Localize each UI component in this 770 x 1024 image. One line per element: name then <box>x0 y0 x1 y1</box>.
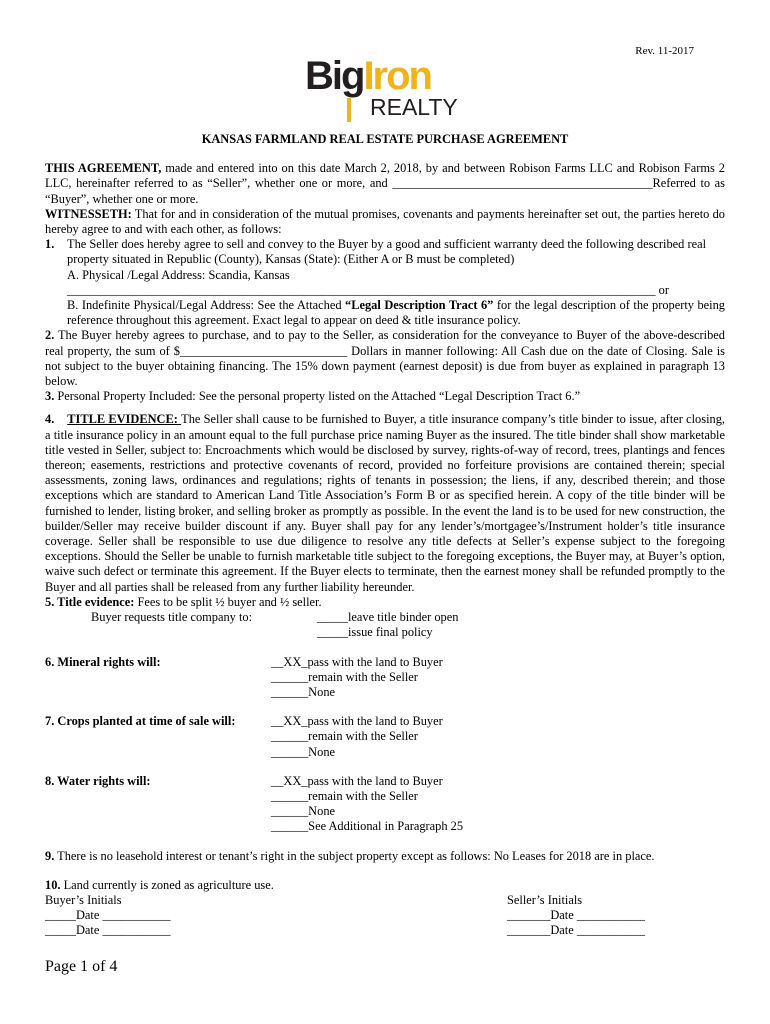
section-5-lead: 5. Title evidence: <box>45 594 135 609</box>
intro-paragraph <box>45 161 725 207</box>
section-4-number: 4. <box>45 412 55 427</box>
section-6 <box>45 655 725 701</box>
section-6-option: ______remain with the Seller <box>271 669 418 684</box>
section-3-text: Personal Property Included: See the personal property listed on the Attached “Legal Description Tract 6.” <box>54 389 581 404</box>
agreement-body <box>45 132 725 939</box>
section-8-option: ______remain with the Seller <box>271 788 418 803</box>
intro-lead: THIS AGREEMENT, <box>45 161 162 176</box>
document-title: KANSAS FARMLAND REAL ESTATE PURCHASE AGREEMENT <box>201 132 569 146</box>
section-7-option: __XX_pass with the land to Buyer <box>271 714 443 729</box>
witness-paragraph <box>45 207 725 237</box>
section-3-number: 3. <box>45 389 55 404</box>
section-1-number: 1. <box>45 237 55 252</box>
section-2-number: 2. <box>45 328 55 343</box>
section-8-option: ______See Additional in Paragraph 25 <box>271 819 464 834</box>
buyer-initials-label: Buyer’s Initials <box>45 892 122 907</box>
initials-block <box>45 893 645 939</box>
section-4-heading: TITLE EVIDENCE: <box>67 412 182 427</box>
section-5 <box>45 595 725 610</box>
title-request-label: Buyer requests title company to: <box>91 610 253 625</box>
bigiron-realty-logo <box>305 54 475 126</box>
section-10-text: Land currently is zoned as agriculture use. <box>60 877 274 892</box>
section-6-option: __XX_pass with the land to Buyer <box>271 654 443 669</box>
section-4-text: The Seller shall cause to be furnished to Buyer, a title insurance company’s title binder to issue, after closing, a title insurance policy in an amount equal to the full purchase price naming Buyer as the insured. The title binder shall show marketable title vested in Seller, subject to: Encroachments which would be disclosed by survey, rights-of-way of record, trees, plantings and fences thereon; easements, restrictions and protective covenants of record, provided no forfeiture provisions are contained therein; special assessments, zoning laws, ordinances and regulations; rights of tenants in possession; the liens, if any, described therein; and those exceptions which are standard to American Land Title Association’s Form B or as specified herein. A copy of the title binder will be furnished to lender, listing broker, and selling broker as promptly as possible. In the event the land is to be used for new construction, the builder/Seller may receive builder discount if any. Buyer shall pay for any lender’s/mortgagee’s/Instrument holder’s title insurance coverage. Seller shall be responsible to use due diligence to resolve any title defects at Seller’s expense subject to the foregoing exceptions. Should the Seller be unable to furnish marketable title subject to the foregoing exceptions, the Buyer may, at Buyer’s option, waive such defect or terminate this agreement. If the Buyer elects to terminate, then the earnest money shall be refunded promptly to the Buyer and all parties shall be released from any further liability hereunder. <box>45 412 726 594</box>
section-3 <box>45 389 725 404</box>
section-2 <box>45 328 725 389</box>
section-1-blank-line: _______________________________________________________________________________________________ or <box>67 282 669 297</box>
section-1 <box>45 237 725 328</box>
intro-text: made and entered into on this date March 2, 2018, by and between Robison Farms LLC and Robison Farms 2 LLC, hereinafter referred to as “Seller”, whether one or more, and __________________________________________Referred to as “Buyer”, whether one or more. <box>45 161 725 206</box>
section-6-option: ______None <box>271 684 336 699</box>
page-number: Page 1 of 4 <box>45 958 118 975</box>
seller-initials-line: _______Date ___________ <box>506 923 645 938</box>
section-7 <box>45 714 725 760</box>
section-9-text: There is no leasehold interest or tenant’s right in the subject property except as follows: No Leases for 2018 are in place. <box>54 848 655 863</box>
legal-description-ref: “Legal Description Tract 6” <box>345 298 494 313</box>
section-4 <box>45 412 725 594</box>
seller-initials-label: Seller’s Initials <box>506 892 583 907</box>
section-8-option: ______None <box>271 804 336 819</box>
title-option-open: _____leave title binder open <box>317 610 459 625</box>
logo-iron-text: Iron <box>363 54 431 98</box>
buyer-initials-line: _____Date ___________ <box>45 923 171 938</box>
section-10-number: 10. <box>45 877 61 892</box>
logo-accent-bar <box>347 98 351 122</box>
section-8-option: __XX_pass with the land to Buyer <box>271 773 443 788</box>
seller-initials-line: _______Date ___________ <box>506 908 645 923</box>
title-option-final: _____issue final policy <box>317 625 433 640</box>
section-7-option: ______None <box>271 744 336 759</box>
buyer-initials-line: _____Date ___________ <box>45 908 171 923</box>
section-2-text: The Buyer hereby agrees to purchase, and to pay to the Seller, as consideration for the conveyance to Buyer of the above-described real property, the sum of $___________________________ Dollars in manner following: All Cash due on the date of Closing. Sale is not subject to the buyer obtaining financing. The 15% down payment (earnest deposit) is due from buyer as explained in paragraph 13 below. <box>45 328 725 389</box>
section-1-text: The Seller does hereby agree to sell and convey to the Buyer by a good and sufficient warranty deed the following described real property situated in Republic (County), Kansas (State): (Either A or B must be completed) <box>67 237 707 267</box>
section-5-text: Fees to be split ½ buyer and ½ seller. <box>134 594 322 609</box>
witness-lead: WITNESSETH: <box>45 206 132 221</box>
section-7-label: 7. Crops planted at time of sale will: <box>45 714 236 729</box>
witness-text: That for and in consideration of the mutual promises, covenants and payments hereinafter set out, the parties hereto do hereby agree to and with each other, as follows: <box>45 206 725 237</box>
logo-big-text: Big <box>305 54 364 98</box>
section-5-options <box>45 610 725 640</box>
section-8-label: 8. Water rights will: <box>45 773 151 788</box>
section-8 <box>45 774 725 835</box>
section-7-option: ______remain with the Seller <box>271 729 418 744</box>
revision-label: Rev. 11-2017 <box>635 45 694 57</box>
section-9 <box>45 849 725 864</box>
section-1-option-a: A. Physical /Legal Address: Scandia, Kansas <box>67 267 290 282</box>
section-10 <box>45 878 725 893</box>
logo-realty-text: REALTY <box>370 94 458 120</box>
logo-wordmark <box>305 54 431 98</box>
section-6-label: 6. Mineral rights will: <box>45 654 161 669</box>
section-1-option-b: B. Indefinite Physical/Legal Address: See the Attached “Legal Description Tract 6” for the legal description of the property being reference throughout this agreement. Exact legal to appear on deed & title insurance policy. <box>67 298 725 328</box>
section-9-number: 9. <box>45 848 55 863</box>
